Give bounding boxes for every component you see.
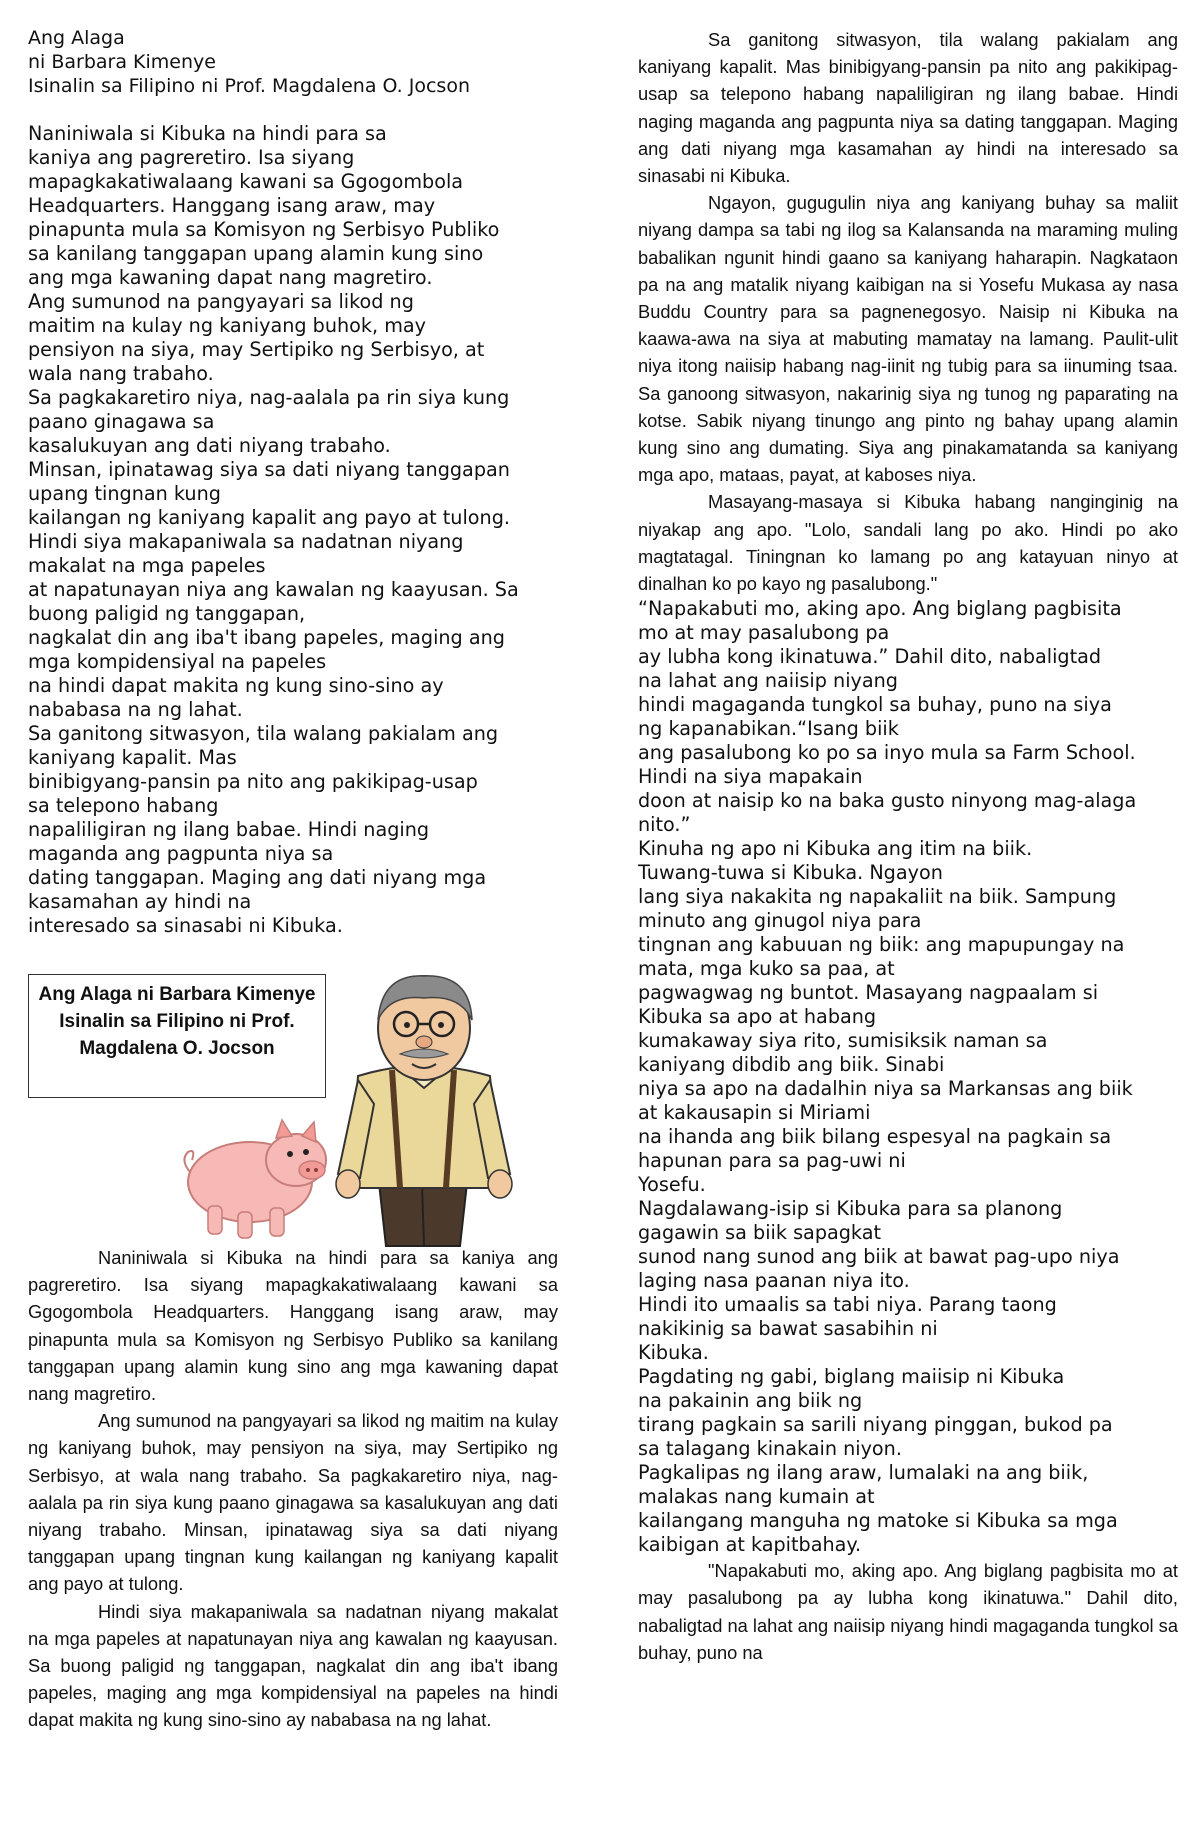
right-justified-paragraph-3: Masayang-masaya si Kibuka habang nanginginig na niyakap ang apo. "Lolo, sandali lang po ako. Hindi po ako magtatagal. Tiningnan ko lamang po ang katayuan ninyo at dinalhan ko po kayo ng pasalubong." [638,491,1178,595]
left-paragraph-6: Sa ganitong sitwasyon, tila walang pakialam ang kaniyang kapalit. Mas binibigyang-pansin pa nito ang pakikipag-usap sa telepono habang napaliligiran ng ilang babae. Hindi naging maganda ang pagpunta niya sa dating tanggapan. Maging ang dati niyang mga kasamahan ay hindi na interesado sa sinasabi ni Kibuka. [28,722,499,937]
right-paragraph-2: Kinuha ng apo ni Kibuka ang itim na biik. Tuwang-tuwa si Kibuka. Ngayon lang siya nakakita ng napakaliit na biik. Sampung minuto ang ginugol niya para tingnan ang kabuuan ng biik: ang mapupungay na mata, mga kuko sa paa, at pagwagwag ng buntot. Masayang nagpaalam si Kibuka sa apo at habang kumakaway siya rito, sumisiksik naman sa kaniyang dibdib ang biik. Sinabi niya sa apo na dadalhin niya sa Markansas ang biik at kakausapin si Miriami na ihanda ang biik bilang espesyal na pagkain sa hapunan para sa pag-uwi ni Yosefu. [638,837,1133,1197]
left-justified-section [28,1244,558,1734]
right-justified-paragraph-2: Ngayon, gugugulin niya ang kaniyang buhay sa maliit niyang dampa sa tabi ng ilog sa Kalansanda na maraming muling babalikan ngunit hindi gaano sa kaniyang haharapin. Nagkataon pa na ang matalik niyang kaibigan na si Yosefu Mukasa ay nasa Buddu Country para sa pagnenegosyo. Naisip ni Kibuka na kaawa-awa na siya at mabuting mamatay na lamang. Paulit-ulit niya itong naiisip habang nag-iinit ng tubig para sa iinuming tsaa. Sa ganoong sitwasyon, nakarinig siya ng tunog ng paparating na kotse. Sabik niyang tinungo ang pinto ng bahay upang alamin kung sino ang dumating. Siya ang pinakamatanda sa kaniyang mga apo, mataas, payat, at kaboses niya. [638,192,1178,486]
article-translator: Isinalin sa Filipino ni Prof. Magdalena O. Jocson [28,75,471,97]
illustration-area [28,974,558,1244]
left-column [28,26,558,1734]
right-paragraph-3: Nagdalawang-isip si Kibuka para sa planong gagawin sa biik sapagkat sunod nang sunod ang biik at bawat pag-upo niya laging nasa paanan niya ito. Hindi ito umaalis sa tabi niya. Parang taong nakikinig sa bawat sasabihin ni Kibuka. [638,1197,1120,1365]
left-paragraph-5: Hindi siya makapaniwala sa nadatnan niyang makalat na mga papeles at napatunayan niya ang kawalan ng kaayusan. Sa buong paligid ng tanggapan, nagkalat din ang iba't ibang papeles, maging ang mga kompidensiyal na papeles na hindi dapat makita ng kung sino-sino ay nababasa na ng lahat. [28,530,519,721]
grandfather-figure [336,976,512,1246]
right-paragraph-1: “Napakabuti mo, aking apo. Ang biglang pagbisita mo at may pasalubong pa ay lubha kong ikinatuwa.” Dahil dito, nabaligtad na lahat ang naiisip niyang hindi magaganda tungkol sa buhay, puno na siya ng kapanabikan.“Isang biik ang pasalubong ko po sa inyo mula sa Farm School. Hindi na siya mapakain doon at naisip ko na baka gusto ninyong mag-alaga nito.” [638,597,1137,837]
left-paragraph-2: Ang sumunod na pangyayari sa likod ng maitim na kulay ng kaniyang buhok, may pensiyon na siya, may Sertipiko ng Serbisyo, at wala nang trabaho. [28,290,485,385]
left-paragraph-4: Minsan, ipinatawag siya sa dati niyang tanggapan upang tingnan kung kailangan ng kaniyang kapalit ang payo at tulong. [28,458,510,529]
right-justified-paragraph-1: Sa ganitong sitwasyon, tila walang pakialam ang kaniyang kapalit. Mas binibigyang-pansin pa nito ang pakikipag-usap sa telepono habang napaliligiran ng ilang babae. Hindi naging maganda ang pagpunta niya sa dating tanggapan. Maging ang dati niyang mga kasamahan ay hindi na interesado sa sinasabi ni Kibuka. [638,29,1178,187]
article-header [28,26,558,98]
right-column [638,26,1178,1666]
grandfather-pig-illustration [178,964,578,1254]
left-justified-paragraph-2: Ang sumunod na pangyayari sa likod ng maitim na kulay ng kaniyang buhok, may pensiyon na siya, may Sertipiko ng Serbisyo, at wala nang trabaho. Sa pagkakaretiro niya, nag-aalala pa rin siya kung paano ginagawa sa kasalukuyan ang dati niyang trabaho. Minsan, ipinatawag siya sa dati niyang tanggapan upang tingnan kung kailangan ng kaniyang kapalit ang payo at tulong. [28,1410,558,1595]
left-justified-paragraph-3: Hindi siya makapaniwala sa nadatnan niyang makalat na mga papeles at napatunayan niya ang kawalan ng kaayusan. Sa buong paligid ng tanggapan, nagkalat din ang iba't ibang papeles, maging ang mga kompidensiyal na papeles na hindi dapat makita ng kung sino-sino ay nababasa na ng lahat. [28,1600,558,1731]
title-box: Ang Alaga ni Barbara Kimenye Isinalin sa Filipino ni Prof. Magdalena O. Jocson [28,974,326,1098]
left-paragraph-1: Naniniwala si Kibuka na hindi para sa kaniya ang pagreretiro. Isa siyang mapagkakatiwalaang kawani sa Ggogombola Headquarters. Hanggang isang araw, may pinapunta mula sa Komisyon ng Serbisyo Publiko sa kanilang tanggapan upang alamin kung sino ang mga kawaning dapat nang magretiro. [28,122,500,289]
article-title: Ang Alaga [28,27,125,49]
right-paragraph-4: Pagdating ng gabi, biglang maiisip ni Kibuka na pakainin ang biik ng tirang pagkain sa sarili niyang pinggan, bukod pa sa talagang kinakain niyon. Pagkalipas ng ilang araw, lumalaki na ang biik, malakas nang kumain at kailangang manguha ng matoke si Kibuka sa mga kaibigan at kapitbahay. [638,1365,1118,1557]
pig-figure [184,1120,326,1238]
left-justified-paragraph-1: Naniniwala si Kibuka na hindi para sa kaniya ang pagreretiro. Isa siyang mapagkakatiwalaang kawani sa Ggogombola Headquarters. Hanggang isang araw, may pinapunta mula sa Komisyon ng Serbisyo Publiko sa kanilang tanggapan upang alamin kung sino ang mga kawaning dapat nang magretiro. [28,1247,558,1405]
left-paragraph-3: Sa pagkakaretiro niya, nag-aalala pa rin siya kung paano ginagawa sa kasalukuyan ang dati niyang trabaho. [28,386,510,457]
article-author: ni Barbara Kimenye [28,51,216,73]
right-final-paragraph: "Napakabuti mo, aking apo. Ang biglang pagbisita mo at may pasalubong pa ay lubha kong ikinatuwa." Dahil dito, nabaligtad na lahat ang naiisip niyang hindi magaganda tungkol sa buhay, puno na [638,1560,1178,1663]
